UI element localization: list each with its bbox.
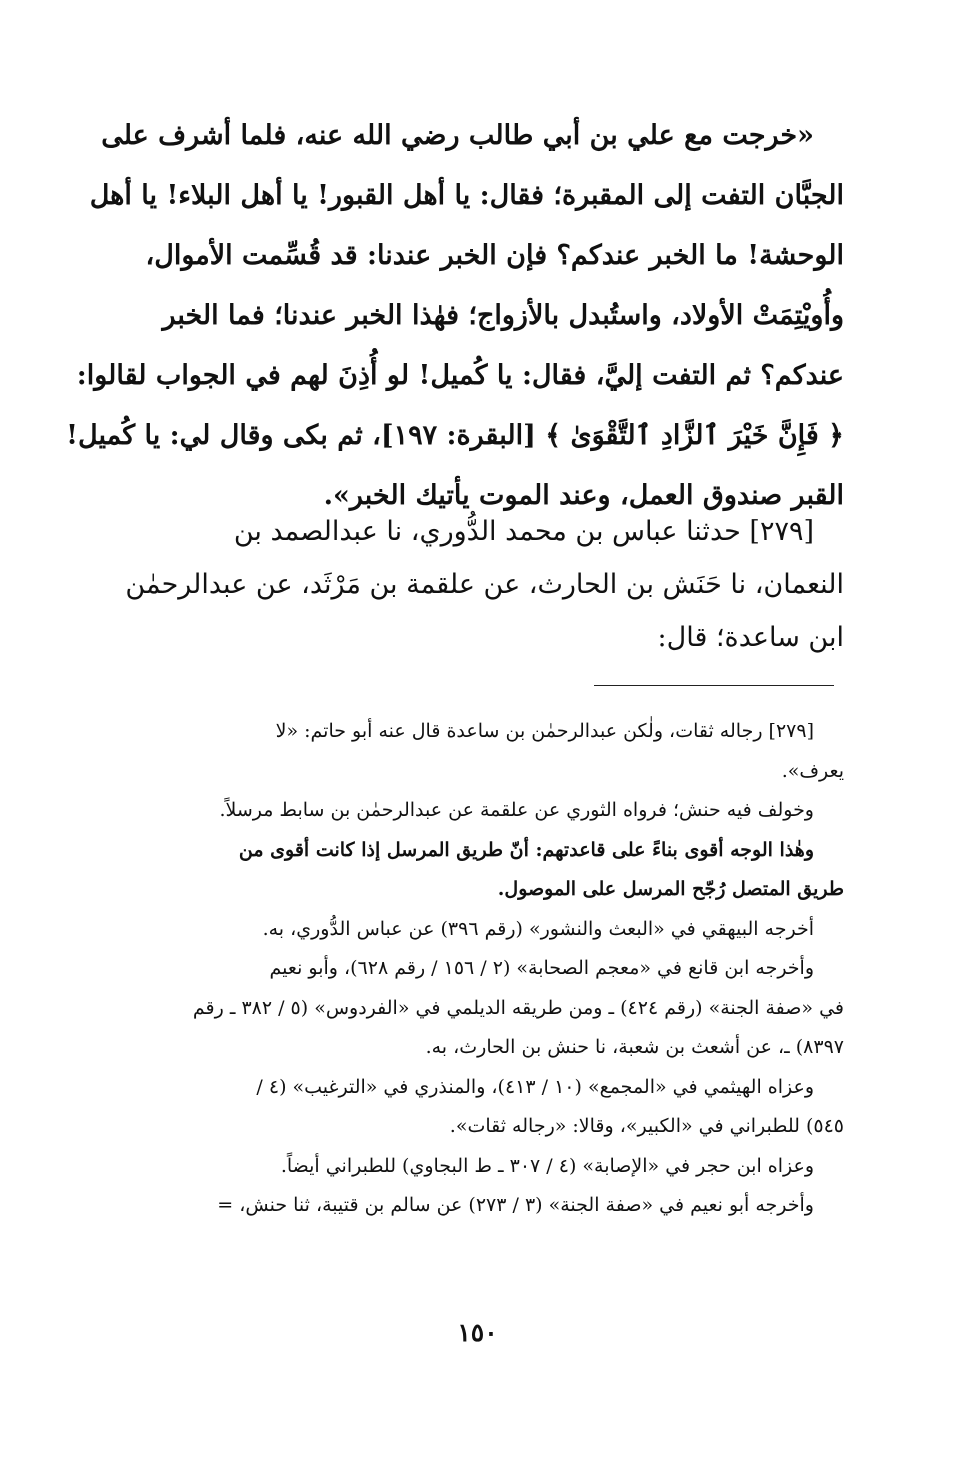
- footnote-line-6: أخرجه البيهقي في «البعث والنشور» (رقم ٣٩٦) عن عباس الدُّوري، به.: [262, 917, 814, 940]
- main-quote-paragraph: [66, 106, 844, 526]
- main-quote-line-4: وأُويْتِمَتْ الأولاد، واستُبدل بالأزواج؛ فهٰذا الخبر عندنا؛ فما الخبر: [162, 300, 844, 331]
- main-quote-line-3: الوحشة! ما الخبر عندكم؟ فإن الخبر عندنا: قد قُسِّمت الأموال،: [145, 240, 844, 271]
- footnote-line-4: وهٰذا الوجه أقوى بناءً على قاعدتهم: أنّ طريق المرسل إذا كانت أقوى من: [238, 838, 814, 861]
- footnote-line-13: وأخرجه أبو نعيم في «صفة الجنة» (٣ / ٢٧٣) عن سالم بن قتيبة، ثنا حنش، =: [217, 1194, 814, 1216]
- footnote-line-8: في «صفة الجنة» (رقم ٤٢٤) ـ ومن طريقه الديلمي في «الفردوس» (٥ / ٣٨٢ ـ رقم: [192, 996, 844, 1019]
- main-quote-line-2: الجبَّان التفت إلى المقبرة؛ فقال: يا أهل القبور! يا أهل البلاء! يا أهل: [89, 180, 844, 211]
- footnote-line-12: وعزاه ابن حجر في «الإصابة» (٤ / ٣٠٧ ـ ط البجاوي) للطبراني أيضاً.: [280, 1154, 814, 1177]
- footnote-line-11: ٥٤٥) للطبراني في «الكبير»، وقالا: «رجاله ثقات».: [449, 1115, 844, 1137]
- footnote-line-7: وأخرجه ابن قانع في «معجم الصحابة» (٢ / ١٥٦ / رقم ٦٢٨)، وأبو نعيم: [269, 957, 814, 979]
- main-quote-line-5: عندكم؟ ثم التفت إليَّ، فقال: يا كُميل! لو أُذِنَ لهم في الجواب لقالوا:: [76, 360, 844, 391]
- footnote-line-9: ٨٣٩٧) ـ، عن أشعث بن شعبة، نا حنش بن الحارث، به.: [425, 1036, 844, 1058]
- main-quote-line-7: القبر صندوق العمل، وعند الموت يأتيك الخبر».: [323, 480, 844, 511]
- main-quote-line-1: «خرجت مع علي بن أبي طالب رضي الله عنه، فلما أشرف على: [101, 120, 814, 151]
- hadith-line-2: النعمان، نا حَنَش بن الحارث، عن علقمة بن مَرْثَد، عن عبدالرحمٰن: [125, 569, 844, 600]
- hadith-paragraph: [108, 505, 844, 664]
- footnote-line-5: طريق المتصل رُجّح المرسل على الموصول.: [497, 878, 844, 900]
- footnote-line-2: يعرف».: [781, 759, 844, 782]
- hadith-line-3: ابن ساعدة؛ قال:: [657, 622, 844, 653]
- page-number: ١٥٠: [457, 1318, 498, 1347]
- footnote-line-10: وعزاه الهيثمي في «المجمع» (١٠ / ٤١٣)، والمنذري في «الترغيب» (٤ /: [256, 1075, 814, 1098]
- footnotes-section: [108, 712, 844, 1226]
- hadith-line-1: [٢٧٩] حدثنا عباس بن محمد الدُّوري، نا عبدالصمد بن: [233, 516, 814, 547]
- main-quote-line-6: ﴿ فَإِنَّ خَيْرَ ٱلزَّادِ ٱلتَّقْوَىٰ ﴾ [البقرة: ١٩٧]، ثم بكى وقال لي: يا كُميل!: [66, 420, 844, 451]
- footnote-line-1: [٢٧٩] رجاله ثقات، ولٰكن عبدالرحمٰن بن ساعدة قال عنه أبو حاتم: «لا: [275, 720, 814, 742]
- footnote-line-3: وخولف فيه حنش؛ فرواه الثوري عن علقمة عن عبدالرحمٰن بن سابط مرسلاً.: [219, 799, 814, 821]
- footnote-separator: [594, 685, 834, 686]
